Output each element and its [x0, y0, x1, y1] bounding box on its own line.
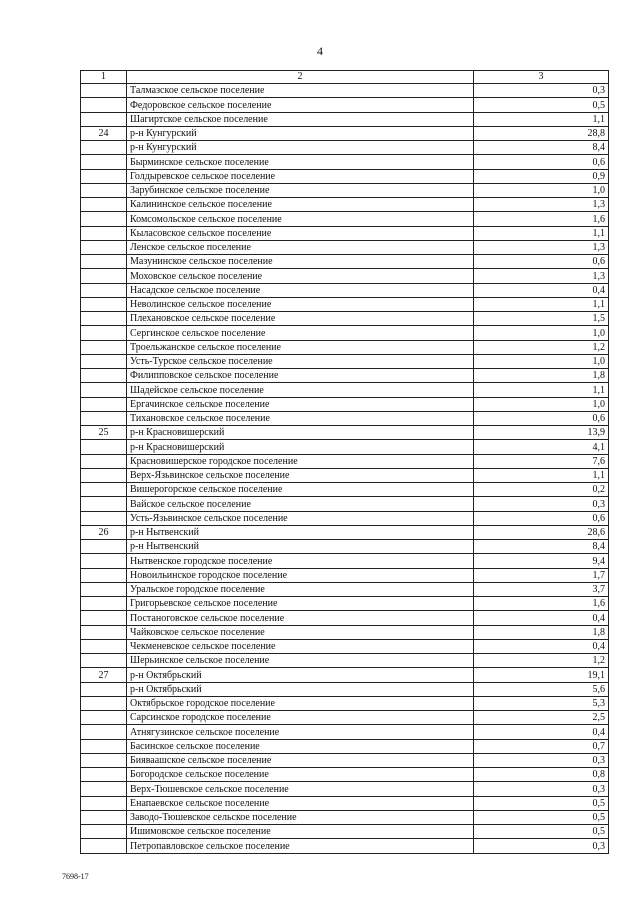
- table-row: [81, 383, 609, 397]
- table-row: [81, 568, 609, 582]
- table-row: [81, 126, 609, 140]
- table-row: [81, 839, 609, 853]
- territory-name-cell: Енапаевское сельское поселение: [127, 796, 474, 810]
- territory-name-cell: Сергинское сельское поселение: [127, 326, 474, 340]
- table-row: [81, 483, 609, 497]
- row-number-cell: [81, 340, 127, 354]
- value-cell: 8,4: [474, 540, 609, 554]
- territory-name-cell: Бияваашское сельское поселение: [127, 753, 474, 767]
- territory-name-cell: Кыласовское сельское поселение: [127, 226, 474, 240]
- table-row: [81, 84, 609, 98]
- value-cell: 1,3: [474, 240, 609, 254]
- territory-name-cell: Бырминское сельское поселение: [127, 155, 474, 169]
- value-cell: 0,4: [474, 639, 609, 653]
- territory-name-cell: Комсомольское сельское поселение: [127, 212, 474, 226]
- row-number-cell: [81, 582, 127, 596]
- table-row: [81, 696, 609, 710]
- territory-name-cell: Федоровское сельское поселение: [127, 98, 474, 112]
- row-number-cell: [81, 725, 127, 739]
- table-row: [81, 454, 609, 468]
- territory-name-cell: Плехановское сельское поселение: [127, 312, 474, 326]
- value-cell: 1,7: [474, 568, 609, 582]
- value-cell: 0,8: [474, 768, 609, 782]
- territory-name-cell: р-н Нытвенский: [127, 540, 474, 554]
- value-cell: 1,1: [474, 226, 609, 240]
- value-cell: 28,6: [474, 525, 609, 539]
- row-number-cell: [81, 825, 127, 839]
- territory-name-cell: Вишерогорское сельское поселение: [127, 483, 474, 497]
- value-cell: 0,4: [474, 283, 609, 297]
- value-cell: 5,3: [474, 696, 609, 710]
- table-row: [81, 739, 609, 753]
- value-cell: 1,0: [474, 397, 609, 411]
- value-cell: 1,0: [474, 354, 609, 368]
- table-row: [81, 768, 609, 782]
- table-row: [81, 269, 609, 283]
- territory-name-cell: Постаноговское сельское поселение: [127, 611, 474, 625]
- row-number-cell: 26: [81, 525, 127, 539]
- value-cell: 1,0: [474, 183, 609, 197]
- row-number-cell: [81, 283, 127, 297]
- row-number-cell: [81, 98, 127, 112]
- value-cell: 0,5: [474, 825, 609, 839]
- territory-name-cell: Усть-Турское сельское поселение: [127, 354, 474, 368]
- table-row: [81, 440, 609, 454]
- row-number-cell: [81, 411, 127, 425]
- territory-name-cell: р-н Кунгурский: [127, 126, 474, 140]
- territory-name-cell: Богородское сельское поселение: [127, 768, 474, 782]
- document-code: 7698-17: [62, 872, 89, 881]
- value-cell: 5,6: [474, 682, 609, 696]
- row-number-cell: [81, 141, 127, 155]
- territory-name-cell: Шагиртское сельское поселение: [127, 112, 474, 126]
- territory-name-cell: р-н Октябрьский: [127, 682, 474, 696]
- territory-name-cell: Троельжанское сельское поселение: [127, 340, 474, 354]
- territory-name-cell: Моховское сельское поселение: [127, 269, 474, 283]
- value-cell: 28,8: [474, 126, 609, 140]
- territory-name-cell: Шерьинское сельское поселение: [127, 654, 474, 668]
- value-cell: 1,3: [474, 198, 609, 212]
- value-cell: 0,5: [474, 796, 609, 810]
- row-number-cell: [81, 226, 127, 240]
- territory-name-cell: Ленское сельское поселение: [127, 240, 474, 254]
- row-number-cell: [81, 511, 127, 525]
- row-number-cell: [81, 839, 127, 853]
- value-cell: 0,3: [474, 839, 609, 853]
- table-row: [81, 810, 609, 824]
- row-number-cell: [81, 611, 127, 625]
- table-row: [81, 283, 609, 297]
- table-row: [81, 511, 609, 525]
- table-row: [81, 796, 609, 810]
- value-cell: 1,1: [474, 297, 609, 311]
- table-row: [81, 198, 609, 212]
- row-number-cell: [81, 468, 127, 482]
- value-cell: 1,0: [474, 326, 609, 340]
- value-cell: 0,6: [474, 511, 609, 525]
- territory-name-cell: Новоильинское городское поселение: [127, 568, 474, 582]
- table-row: [81, 98, 609, 112]
- row-number-cell: [81, 326, 127, 340]
- row-number-cell: [81, 483, 127, 497]
- territory-name-cell: Филипповское сельское поселение: [127, 369, 474, 383]
- table-row: [81, 326, 609, 340]
- territory-name-cell: р-н Красновишерский: [127, 426, 474, 440]
- territory-name-cell: Григорьевское сельское поселение: [127, 597, 474, 611]
- table-row: [81, 169, 609, 183]
- table-row: [81, 212, 609, 226]
- territory-name-cell: р-н Октябрьский: [127, 668, 474, 682]
- value-cell: 1,1: [474, 112, 609, 126]
- value-cell: 1,6: [474, 212, 609, 226]
- value-cell: 0,6: [474, 155, 609, 169]
- row-number-cell: [81, 810, 127, 824]
- table-row: [81, 725, 609, 739]
- table-row: [81, 468, 609, 482]
- row-number-cell: 25: [81, 426, 127, 440]
- row-number-cell: [81, 568, 127, 582]
- column-header-1: 1: [81, 71, 127, 84]
- row-number-cell: [81, 597, 127, 611]
- territory-name-cell: Чекменевское сельское поселение: [127, 639, 474, 653]
- table-row: [81, 654, 609, 668]
- table-row: [81, 141, 609, 155]
- value-cell: 1,1: [474, 468, 609, 482]
- value-cell: 9,4: [474, 554, 609, 568]
- value-cell: 0,6: [474, 411, 609, 425]
- territory-name-cell: Усть-Язьвинское сельское поселение: [127, 511, 474, 525]
- row-number-cell: [81, 312, 127, 326]
- table-row: [81, 825, 609, 839]
- territory-name-cell: Неволинское сельское поселение: [127, 297, 474, 311]
- territory-name-cell: Шадейское сельское поселение: [127, 383, 474, 397]
- territory-name-cell: Вайское сельское поселение: [127, 497, 474, 511]
- value-cell: 0,4: [474, 725, 609, 739]
- row-number-cell: [81, 753, 127, 767]
- table-row: [81, 426, 609, 440]
- value-cell: 0,3: [474, 497, 609, 511]
- territory-name-cell: Калининское сельское поселение: [127, 198, 474, 212]
- row-number-cell: [81, 255, 127, 269]
- row-number-cell: [81, 739, 127, 753]
- column-header-2: 2: [127, 71, 474, 84]
- value-cell: 0,4: [474, 611, 609, 625]
- table-row: [81, 369, 609, 383]
- value-cell: 1,5: [474, 312, 609, 326]
- row-number-cell: [81, 782, 127, 796]
- value-cell: 7,6: [474, 454, 609, 468]
- table-row: [81, 668, 609, 682]
- territory-name-cell: Голдыревское сельское поселение: [127, 169, 474, 183]
- table-row: [81, 497, 609, 511]
- row-number-cell: [81, 540, 127, 554]
- row-number-cell: [81, 183, 127, 197]
- row-number-cell: [81, 768, 127, 782]
- table-row: [81, 525, 609, 539]
- value-cell: 1,2: [474, 654, 609, 668]
- row-number-cell: [81, 155, 127, 169]
- territory-name-cell: Верх-Язьвинское сельское поселение: [127, 468, 474, 482]
- territory-name-cell: Ергачинское сельское поселение: [127, 397, 474, 411]
- column-header-3: 3: [474, 71, 609, 84]
- row-number-cell: [81, 269, 127, 283]
- territory-name-cell: Насадское сельское поселение: [127, 283, 474, 297]
- value-cell: 1,8: [474, 369, 609, 383]
- data-table: [80, 70, 609, 854]
- table-row: [81, 639, 609, 653]
- table-row: [81, 411, 609, 425]
- territory-name-cell: р-н Красновишерский: [127, 440, 474, 454]
- territory-name-cell: Красновишерское городское поселение: [127, 454, 474, 468]
- row-number-cell: [81, 639, 127, 653]
- row-number-cell: [81, 397, 127, 411]
- row-number-cell: [81, 696, 127, 710]
- row-number-cell: [81, 297, 127, 311]
- table-row: [81, 155, 609, 169]
- row-number-cell: [81, 112, 127, 126]
- table-row: [81, 753, 609, 767]
- table-row: [81, 240, 609, 254]
- value-cell: 4,1: [474, 440, 609, 454]
- territory-name-cell: Заводо-Тюшевское сельское поселение: [127, 810, 474, 824]
- territory-name-cell: Атнягузинское сельское поселение: [127, 725, 474, 739]
- table-row: [81, 554, 609, 568]
- territory-name-cell: Чайковское сельское поселение: [127, 625, 474, 639]
- value-cell: 1,2: [474, 340, 609, 354]
- table-row: [81, 255, 609, 269]
- value-cell: 0,7: [474, 739, 609, 753]
- row-number-cell: [81, 169, 127, 183]
- territory-name-cell: р-н Кунгурский: [127, 141, 474, 155]
- table-row: [81, 540, 609, 554]
- table-row: [81, 112, 609, 126]
- row-number-cell: [81, 240, 127, 254]
- value-cell: 0,3: [474, 782, 609, 796]
- row-number-cell: [81, 84, 127, 98]
- row-number-cell: [81, 354, 127, 368]
- value-cell: 1,1: [474, 383, 609, 397]
- territory-name-cell: Петропавловское сельское поселение: [127, 839, 474, 853]
- value-cell: 1,6: [474, 597, 609, 611]
- value-cell: 2,5: [474, 711, 609, 725]
- value-cell: 19,1: [474, 668, 609, 682]
- table-row: [81, 312, 609, 326]
- row-number-cell: [81, 554, 127, 568]
- table-row: [81, 597, 609, 611]
- value-cell: 1,3: [474, 269, 609, 283]
- territory-name-cell: Сарсинское городское поселение: [127, 711, 474, 725]
- value-cell: 8,4: [474, 141, 609, 155]
- table-row: [81, 611, 609, 625]
- row-number-cell: [81, 796, 127, 810]
- row-number-cell: [81, 212, 127, 226]
- table-row: [81, 582, 609, 596]
- table-row: [81, 625, 609, 639]
- territory-name-cell: Зарубинское сельское поселение: [127, 183, 474, 197]
- value-cell: 0,6: [474, 255, 609, 269]
- territory-name-cell: Ишимовское сельское поселение: [127, 825, 474, 839]
- row-number-cell: [81, 454, 127, 468]
- value-cell: 0,9: [474, 169, 609, 183]
- table-row: [81, 226, 609, 240]
- table-row: [81, 397, 609, 411]
- value-cell: 0,5: [474, 98, 609, 112]
- row-number-cell: [81, 369, 127, 383]
- territory-name-cell: Талмазское сельское поселение: [127, 84, 474, 98]
- territory-name-cell: Октябрьское городское поселение: [127, 696, 474, 710]
- territory-name-cell: Верх-Тюшевское сельское поселение: [127, 782, 474, 796]
- value-cell: 0,3: [474, 84, 609, 98]
- value-cell: 3,7: [474, 582, 609, 596]
- page-number: 4: [317, 44, 323, 58]
- value-cell: 0,3: [474, 753, 609, 767]
- row-number-cell: [81, 625, 127, 639]
- row-number-cell: [81, 440, 127, 454]
- row-number-cell: [81, 497, 127, 511]
- table-row: [81, 782, 609, 796]
- row-number-cell: 27: [81, 668, 127, 682]
- value-cell: 0,2: [474, 483, 609, 497]
- table-row: [81, 340, 609, 354]
- row-number-cell: [81, 383, 127, 397]
- territory-name-cell: Басинское сельское поселение: [127, 739, 474, 753]
- table-row: [81, 682, 609, 696]
- territory-name-cell: р-н Нытвенский: [127, 525, 474, 539]
- table-header-row: [81, 71, 609, 84]
- table-row: [81, 183, 609, 197]
- territory-name-cell: Нытвенское городское поселение: [127, 554, 474, 568]
- row-number-cell: [81, 198, 127, 212]
- row-number-cell: 24: [81, 126, 127, 140]
- value-cell: 0,5: [474, 810, 609, 824]
- territory-name-cell: Мазунинское сельское поселение: [127, 255, 474, 269]
- territory-name-cell: Уральское городское поселение: [127, 582, 474, 596]
- table-row: [81, 297, 609, 311]
- row-number-cell: [81, 711, 127, 725]
- value-cell: 13,9: [474, 426, 609, 440]
- value-cell: 1,8: [474, 625, 609, 639]
- territory-name-cell: Тихановское сельское поселение: [127, 411, 474, 425]
- table-row: [81, 711, 609, 725]
- row-number-cell: [81, 682, 127, 696]
- row-number-cell: [81, 654, 127, 668]
- table-row: [81, 354, 609, 368]
